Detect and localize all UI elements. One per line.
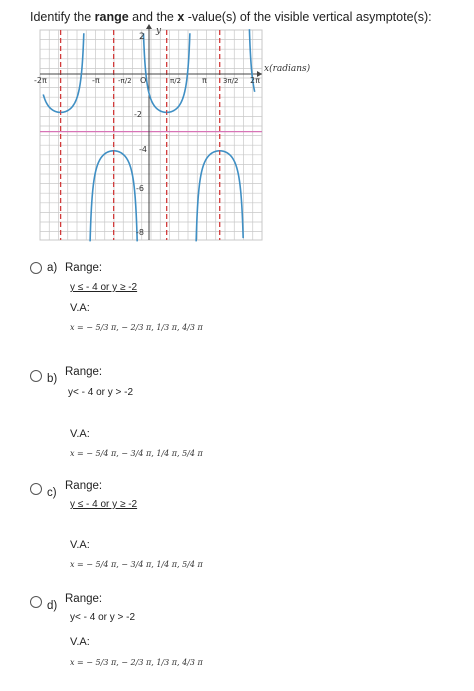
- option-a-range: y ≤ - 4 or y ≥ -2: [70, 282, 138, 293]
- y-tick-neg4: -4: [139, 145, 147, 154]
- option-d-radio[interactable]: [30, 596, 42, 608]
- y-axis-arrow: [146, 24, 152, 29]
- option-c-range: y ≤ - 4 or y ≥ -2: [70, 499, 138, 510]
- question-bold-range: range: [94, 10, 129, 24]
- x-tick-neg2pi: -2π: [34, 76, 47, 85]
- x-tick-negpi: -π: [92, 76, 100, 85]
- question-prefix: Identify the: [30, 10, 95, 24]
- question-suffix: -value(s) of the visible vertical asymptote(s):: [184, 10, 432, 24]
- x-tick-neg-half-pi: -π/2: [118, 77, 132, 85]
- x-tick-half-pi: π/2: [170, 77, 182, 85]
- option-d-range-label: Range:: [65, 593, 103, 605]
- y-axis-label: y: [156, 26, 162, 36]
- option-c-va-label: V.A:: [70, 539, 90, 551]
- option-c-radio[interactable]: [30, 483, 42, 495]
- option-d-letter: d): [47, 600, 58, 612]
- option-b-range: y< - 4 or y > -2: [68, 387, 134, 398]
- option-c-range-label: Range:: [65, 480, 103, 492]
- question-mid: and the: [128, 10, 178, 24]
- option-a-radio[interactable]: [30, 262, 42, 274]
- y-tick-neg8: -8: [136, 228, 144, 237]
- x-tick-origin: O: [140, 76, 147, 85]
- option-d-va-label: V.A:: [70, 636, 90, 648]
- graph-grid: [40, 30, 262, 240]
- option-b-letter: b): [47, 373, 58, 385]
- option-d-range: y< - 4 or y > -2: [70, 612, 136, 623]
- x-tick-pi: π: [202, 76, 207, 85]
- option-a-letter: a): [47, 262, 58, 274]
- option-a-va-label: V.A:: [70, 302, 90, 314]
- y-tick-2: 2: [139, 32, 145, 42]
- question-bold-x: x: [177, 10, 185, 24]
- x-tick-2pi: 2π: [250, 76, 260, 85]
- option-b-range-label: Range:: [65, 366, 103, 378]
- option-c-letter: c): [47, 487, 57, 499]
- y-tick-neg2: -2: [134, 110, 142, 119]
- x-axis-label: x(radians): [264, 64, 311, 74]
- option-c-va: x = − 5/4 π, − 3/4 π, 1/4 π, 5/4 π: [70, 560, 203, 569]
- option-b-va: x = − 5/4 π, − 3/4 π, 1/4 π, 5/4 π: [70, 449, 203, 458]
- function-graph: [0, 0, 474, 250]
- option-d-va: x = − 5/3 π, − 2/3 π, 1/3 π, 4/3 π: [70, 658, 203, 667]
- x-tick-3-half-pi: 3π/2: [223, 77, 239, 85]
- option-a-range-label: Range:: [65, 262, 103, 274]
- y-tick-neg6: -6: [136, 184, 144, 193]
- option-b-va-label: V.A:: [70, 428, 90, 440]
- option-a-va: x = − 5/3 π, − 2/3 π, 1/3 π, 4/3 π: [70, 323, 203, 332]
- option-b-radio[interactable]: [30, 370, 42, 382]
